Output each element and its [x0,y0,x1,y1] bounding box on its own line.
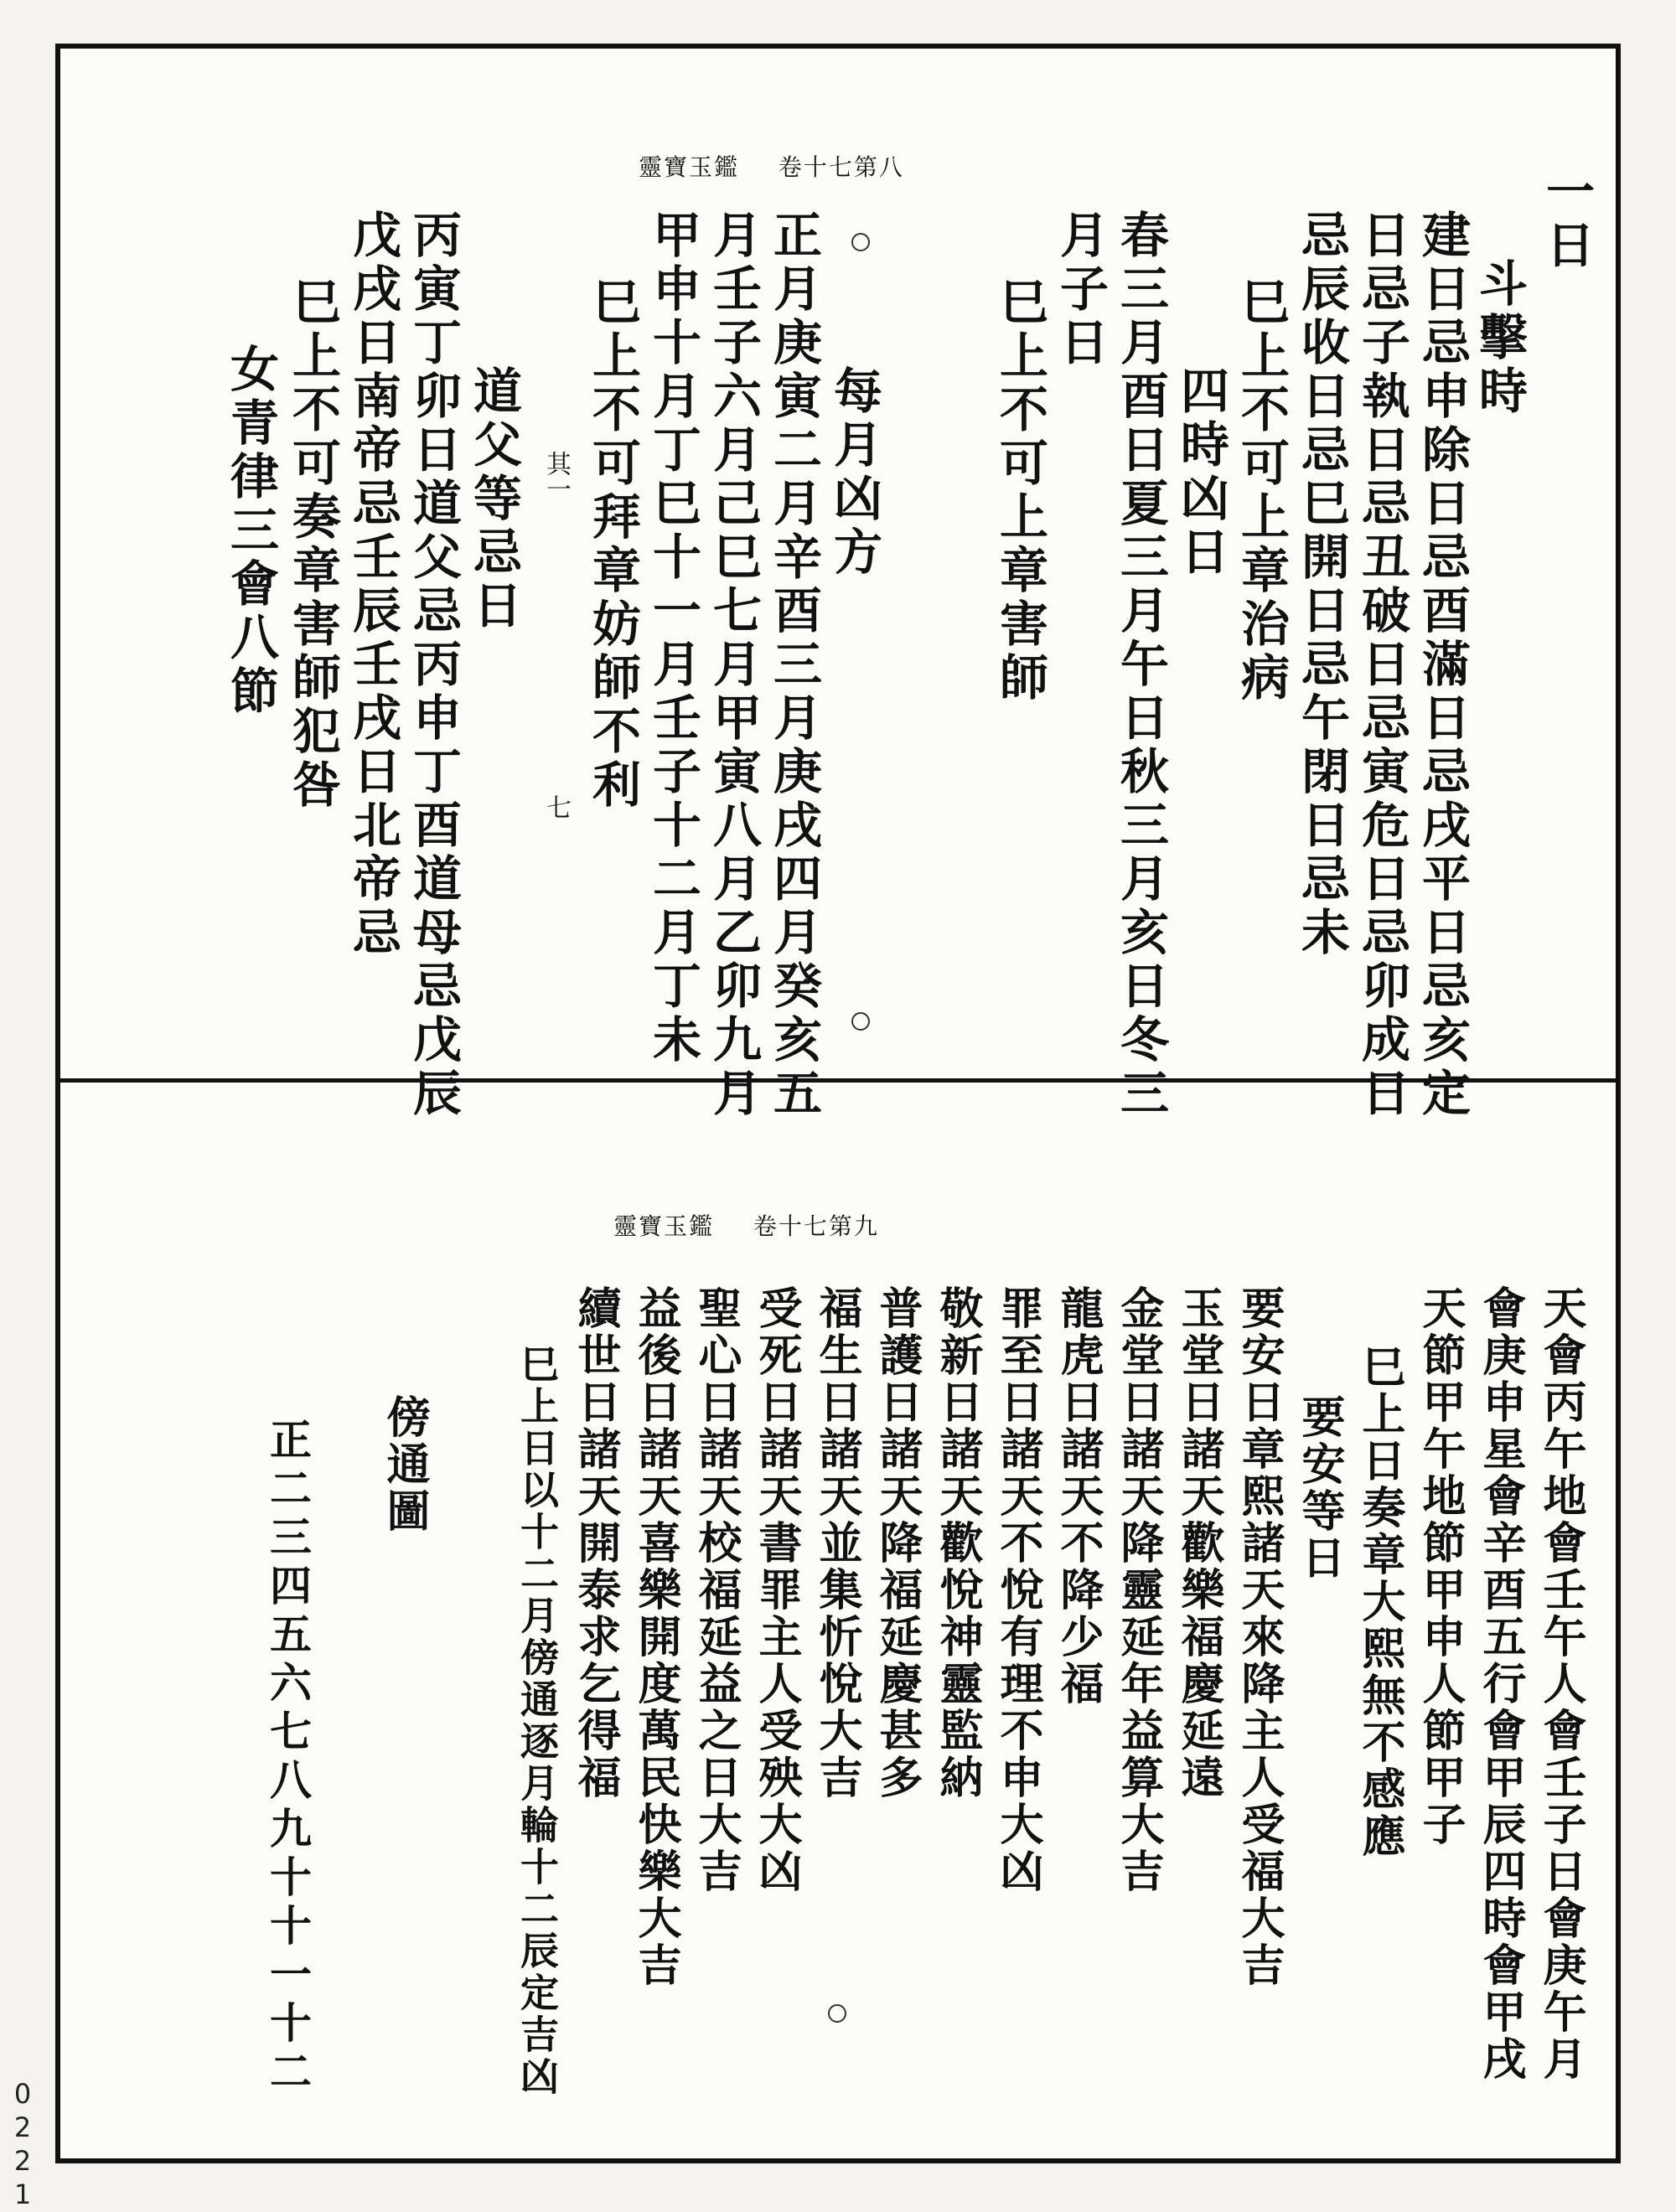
text-column: 傍通圖 [379,1394,430,1535]
text-column: 日忌子執日忌丑破日忌寅危日忌卯成日 [1353,209,1410,1121]
text-column: 金堂日諸天降靈延年益算大吉 [1113,1285,1164,1895]
text-column: 要安等日 [1294,1394,1345,1582]
margin-page-number: 0221 [7,2078,39,2212]
text-column: 玉堂日諸天歡樂福慶延遠 [1173,1285,1224,1801]
text-column: 丙寅丁卯日道父忌丙申丁酉道母忌戊辰 [405,209,462,1121]
text-column: 天會丙午地會壬午人會壬子日會庚午月 [1535,1285,1586,2083]
text-column: 巳上不可奏章害師犯咎 [284,276,341,813]
folio: 卷十七第九 [753,1212,879,1240]
text-column: 續世日諸天開泰求乞得福 [570,1285,621,1801]
text-column: 巳上日奏章大熙無不感應 [1354,1344,1405,1860]
text-column: 巳上不可拜章妨師不利 [584,276,641,813]
text-column: 忌辰收日忌巳開日忌午閉日忌未 [1293,209,1350,960]
small-note: 七 [541,794,571,819]
bottom-page [60,1083,1616,2158]
text-column: 道父等忌日 [465,365,522,633]
text-column: 罪至日諸天不悅有理不申大凶 [992,1285,1043,1895]
binding-hole [828,2004,846,2023]
text-column: 月壬子六月己巳七月甲寅八月乙卯九月 [705,209,762,1121]
text-column: 正月庚寅二月辛酉三月庚戌四月癸亥五 [765,209,822,1121]
top-page [60,49,1616,1121]
text-column: 甲申十月丁巳十一月壬子十二月丁未 [644,209,701,1067]
text-column: 要安日章熙諸天來降主人受福大吉 [1234,1285,1285,1989]
text-column: 受死日諸天書罪主人受殃大凶 [751,1285,802,1895]
text-column: 敬新日諸天歡悅神靈監納 [932,1285,983,1801]
text-column: 女青律三會八節 [222,344,279,719]
text-column: 正二三四五六七八九十十一十二 [263,1418,313,2098]
page-header [639,149,904,183]
text-column: 天節甲午地節甲申人節甲子 [1415,1285,1466,1848]
book-title: 靈寶玉鑑 [613,1212,715,1240]
text-column: 建日忌申除日忌酉滿日忌戌平日忌亥定 [1414,209,1471,1121]
book-title: 靈寶玉鑑 [639,153,740,181]
text-column: 龍虎日諸天不降少福 [1053,1285,1104,1708]
text-column: 月子日 [1052,209,1109,370]
binding-hole [851,1012,870,1031]
text-column: 斗擊時 [1471,258,1528,419]
text-column: 會庚申星會辛酉五行會甲辰四時會甲戌 [1475,1285,1526,2083]
text-column: 巳上不可上章治病 [1233,276,1290,705]
text-column: 巳上日以十二月傍通逐月輪十二辰定吉凶 [515,1344,560,2098]
text-column: 每月凶方 [825,365,882,580]
text-column: 戊戌日南帝忌壬辰壬戌日北帝忌 [344,209,401,960]
small-note: 其一 [541,451,571,501]
text-column: 春三月酉日夏三月午日秋三月亥日冬三 [1112,209,1169,1121]
page-header [613,1208,879,1242]
text-column: 普護日諸天降福延慶甚多 [872,1285,923,1801]
binding-hole [851,233,870,251]
text-column: 益後日諸天喜樂開度萬民快樂大吉 [630,1285,681,1989]
text-column: 四時凶日 [1172,365,1229,580]
text-column: 聖心日諸天校福延益之日大吉 [691,1285,742,1895]
text-column: 一日 [1538,166,1595,273]
text-column: 巳上不可上章害師 [991,276,1048,705]
folio: 卷十七第八 [778,153,904,181]
text-column: 福生日諸天並集忻悅大吉 [811,1285,862,1801]
